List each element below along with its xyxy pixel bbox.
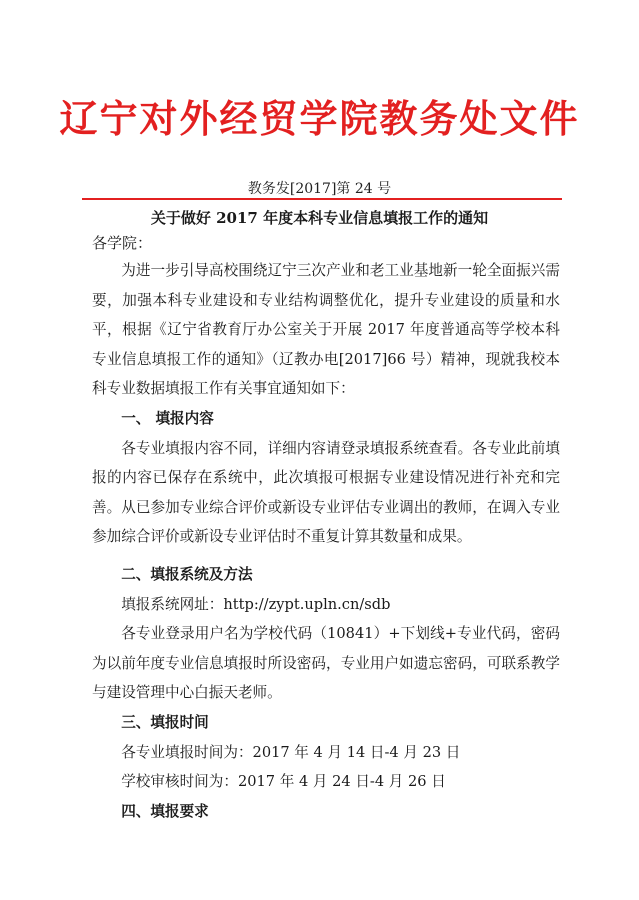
section-3-paragraph-2: 学校审核时间为：2017 年 4 月 24 日-4 月 26 日 <box>121 773 446 791</box>
document-number: 教务发[2017]第 24 号 <box>247 181 392 197</box>
salutation: 各学院： <box>92 234 153 252</box>
notice-body <box>92 256 560 826</box>
section-heading-4: 四、填报要求 <box>121 802 209 820</box>
red-divider-line <box>82 198 562 200</box>
notice-title: 关于做好 2017 年度本科专业信息填报工作的通知 <box>150 209 489 227</box>
intro-paragraph: 为进一步引导高校围绕辽宁三次产业和老工业基地新一轮全面振兴需要，加强本科专业建设和专业结构调整优化，提升专业建设的质量和水平，根据《辽宁省教育厅办公室关于开展 2017 年度普通高等学校本科专业信息填报工作的通知》（辽教办电[2017]66 号）精神，现就我校本科专业数据填报工作有关事宜通知如下： <box>92 262 560 398</box>
section-1-paragraph-1: 各专业填报内容不同，详细内容请登录填报系统查看。各专业此前填报的内容已保存在系统中，此次填报可根据专业建设情况进行补充和完善。从已参加专业综合评价或新设专业评估专业调出的教师，在调入专业参加综合评价或新设专业评估时不重复计算其数量和成果。 <box>92 439 560 546</box>
section-2-paragraph-1: 填报系统网址：http://zypt.upln.cn/sdb <box>121 595 391 613</box>
section-heading-3: 三、填报时间 <box>121 713 209 731</box>
section-heading-2: 二、填报系统及方法 <box>121 565 253 583</box>
document-header-title: 辽宁对外经贸学院教务处文件 <box>59 96 580 141</box>
section-3-paragraph-1: 各专业填报时间为：2017 年 4 月 14 日-4 月 23 日 <box>121 743 461 761</box>
section-2-paragraph-2: 各专业登录用户名为学校代码（10841）+下划线+专业代码，密码为以前年度专业信息填报时所设密码，专业用户如遗忘密码，可联系教学与建设管理中心白振天老师。 <box>92 625 560 702</box>
section-heading-1: 一、 填报内容 <box>121 409 214 427</box>
